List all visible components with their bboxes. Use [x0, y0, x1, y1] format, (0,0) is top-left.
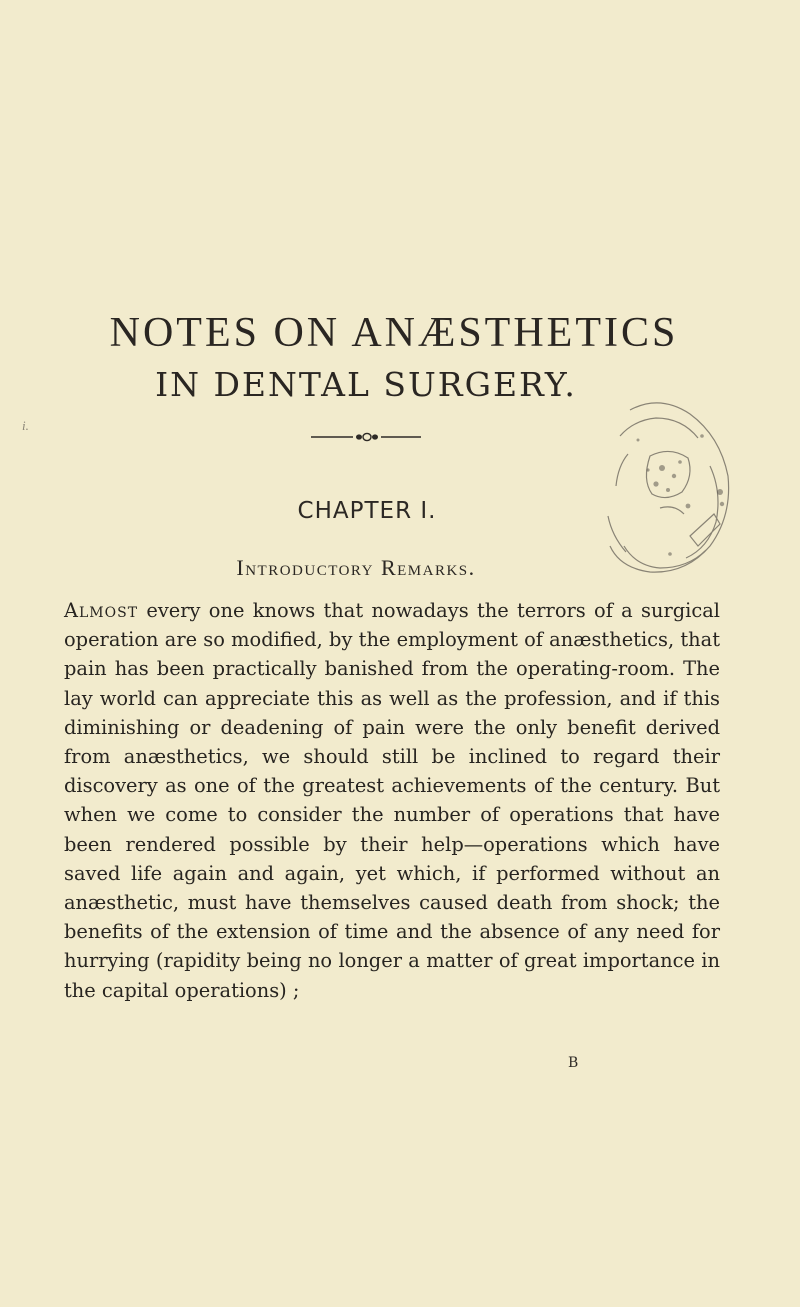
title-main: NOTES ON ANÆSTHETICS [109, 310, 679, 356]
paragraph-text: every one knows that nowadays the terrors of a surgical operation are so modified, by the employment of anæsthetics, that pain has been practically banished from the operating-room. The lay world can appreciate this as well as the profession, and if this diminishing or deadening of pain were the only benefit derived from anæsthetics, we should still be inclined to regard their discovery as one of the greatest achievements of the century. But when we come to consider the number of operations that have been rendered possible by their help—operations which have saved life again and again, yet which, if performed without an anæsthetic, must have themselves caused death from shock; the benefits of the extension of time and the absence of any need for hurrying (rapidity being no longer a matter of great importance in the capital operations) ; [64, 599, 720, 1002]
paragraph-lead-word: Almost [64, 599, 139, 622]
signature-mark: B [568, 1055, 579, 1071]
body-paragraph [64, 596, 720, 1005]
title-subtitle: IN DENTAL SURGERY. [155, 365, 577, 404]
library-stamp [590, 396, 730, 581]
title-ornament [311, 431, 421, 443]
chapter-heading: CHAPTER I. [297, 498, 437, 524]
margin-annotation: i. [22, 418, 29, 433]
section-heading: Introductory Remarks. [236, 555, 476, 580]
